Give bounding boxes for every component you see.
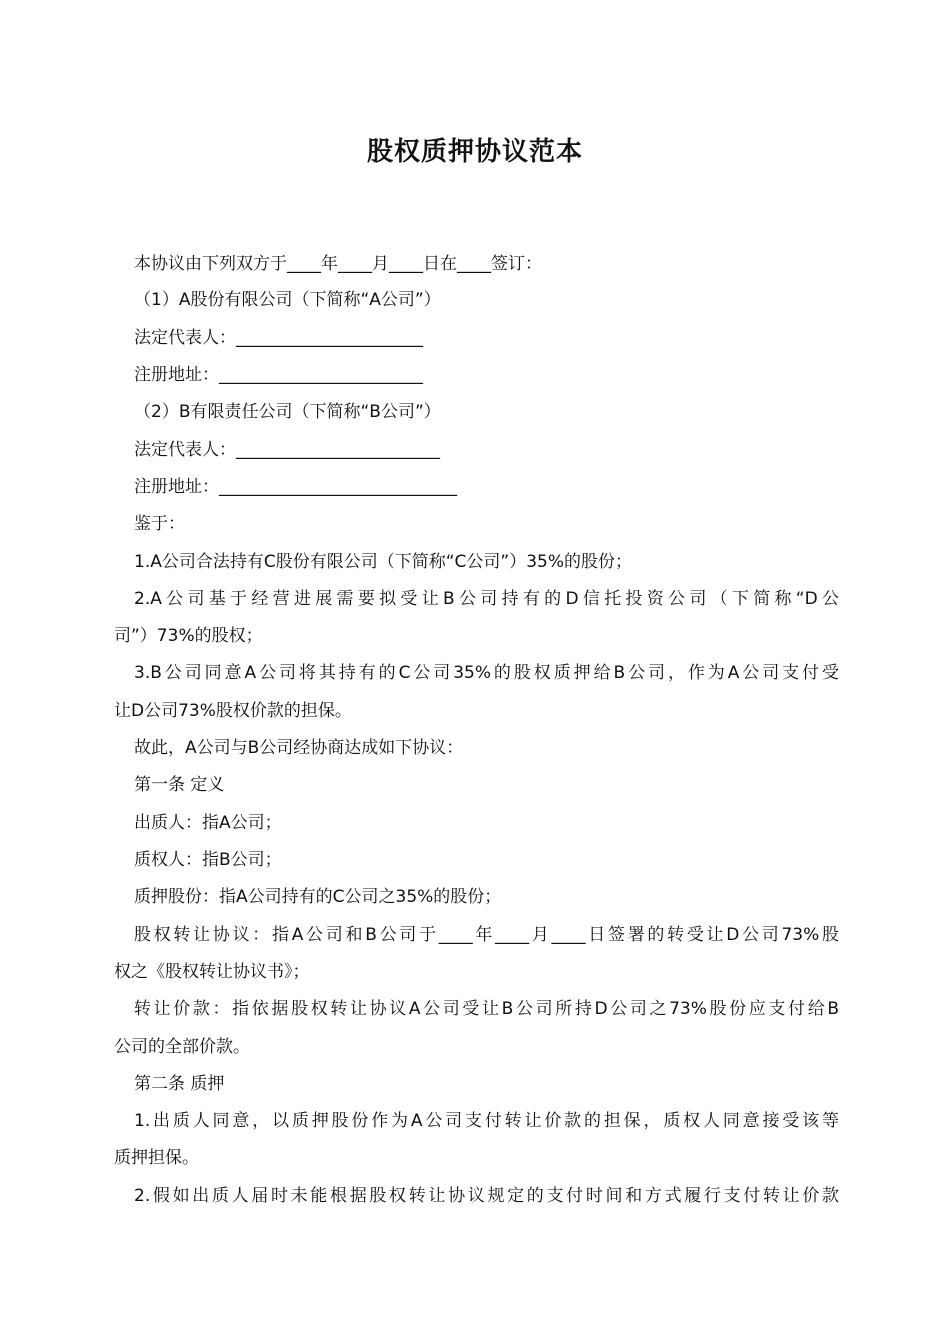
whereas-item-3-cont: 让D公司73%股权价款的担保。: [114, 701, 352, 721]
pledge-clause-1-cont: 质押担保。: [114, 1148, 199, 1168]
agreement-intro: 故此，A公司与B公司经协商达成如下协议：: [134, 738, 464, 758]
definition-pledged-shares: 质押股份：指A公司持有的C公司之35%的股份；: [134, 887, 502, 907]
article-2-heading: 第二条 质押: [134, 1074, 225, 1094]
pledge-clause-1: 1.出质人同意，以质押股份作为A公司支付转让价款的担保，质权人同意接受该等: [134, 1111, 839, 1131]
whereas-item-2: 2.A公司基于经营进展需要拟受让B公司持有的D信托投资公司（下简称“D公: [134, 589, 839, 609]
party-b-legal-rep: 法定代表人：________________________: [134, 440, 440, 460]
party-a-address: 注册地址：________________________: [134, 365, 423, 385]
article-1-heading: 第一条 定义: [134, 775, 225, 795]
party-a-heading: （1）A股份有限公司（下简称“A公司”）: [134, 290, 441, 310]
intro-line: 本协议由下列双方于____年____月____日在____签订：: [134, 254, 542, 274]
definition-transfer-price-cont: 公司的全部价款。: [114, 1037, 250, 1057]
definition-transfer-agreement-cont: 权之《股权转让协议书》；: [114, 962, 310, 982]
whereas-item-3: 3.B公司同意A公司将其持有的C公司35%的股权质押给B公司，作为A公司支付受: [134, 663, 839, 683]
party-b-address: 注册地址：____________________________: [134, 477, 457, 497]
definition-transfer-agreement: 股权转让协议：指A公司和B公司于____年____月____日签署的转受让D公司73%股: [134, 925, 839, 945]
whereas-item-2-cont: 司”）73%的股权；: [114, 626, 263, 646]
definition-pledgor: 出质人：指A公司；: [134, 813, 282, 833]
document-title: 股权质押协议范本: [366, 137, 583, 167]
party-b-heading: （2）B有限责任公司（下简称“B公司”）: [134, 402, 441, 422]
whereas-heading: 鉴于：: [134, 514, 185, 534]
definition-transfer-price: 转让价款：指依据股权转让协议A公司受让B公司所持D公司之73%股份应支付给B: [134, 999, 839, 1019]
whereas-item-1: 1.A公司合法持有C股份有限公司（下简称“C公司”）35%的股份；: [134, 552, 632, 572]
definition-pledgee: 质权人：指B公司；: [134, 850, 282, 870]
pledge-clause-2: 2.假如出质人届时未能根据股权转让协议规定的支付时间和方式履行支付转让价款: [134, 1186, 839, 1206]
party-a-legal-rep: 法定代表人：______________________: [134, 328, 423, 348]
